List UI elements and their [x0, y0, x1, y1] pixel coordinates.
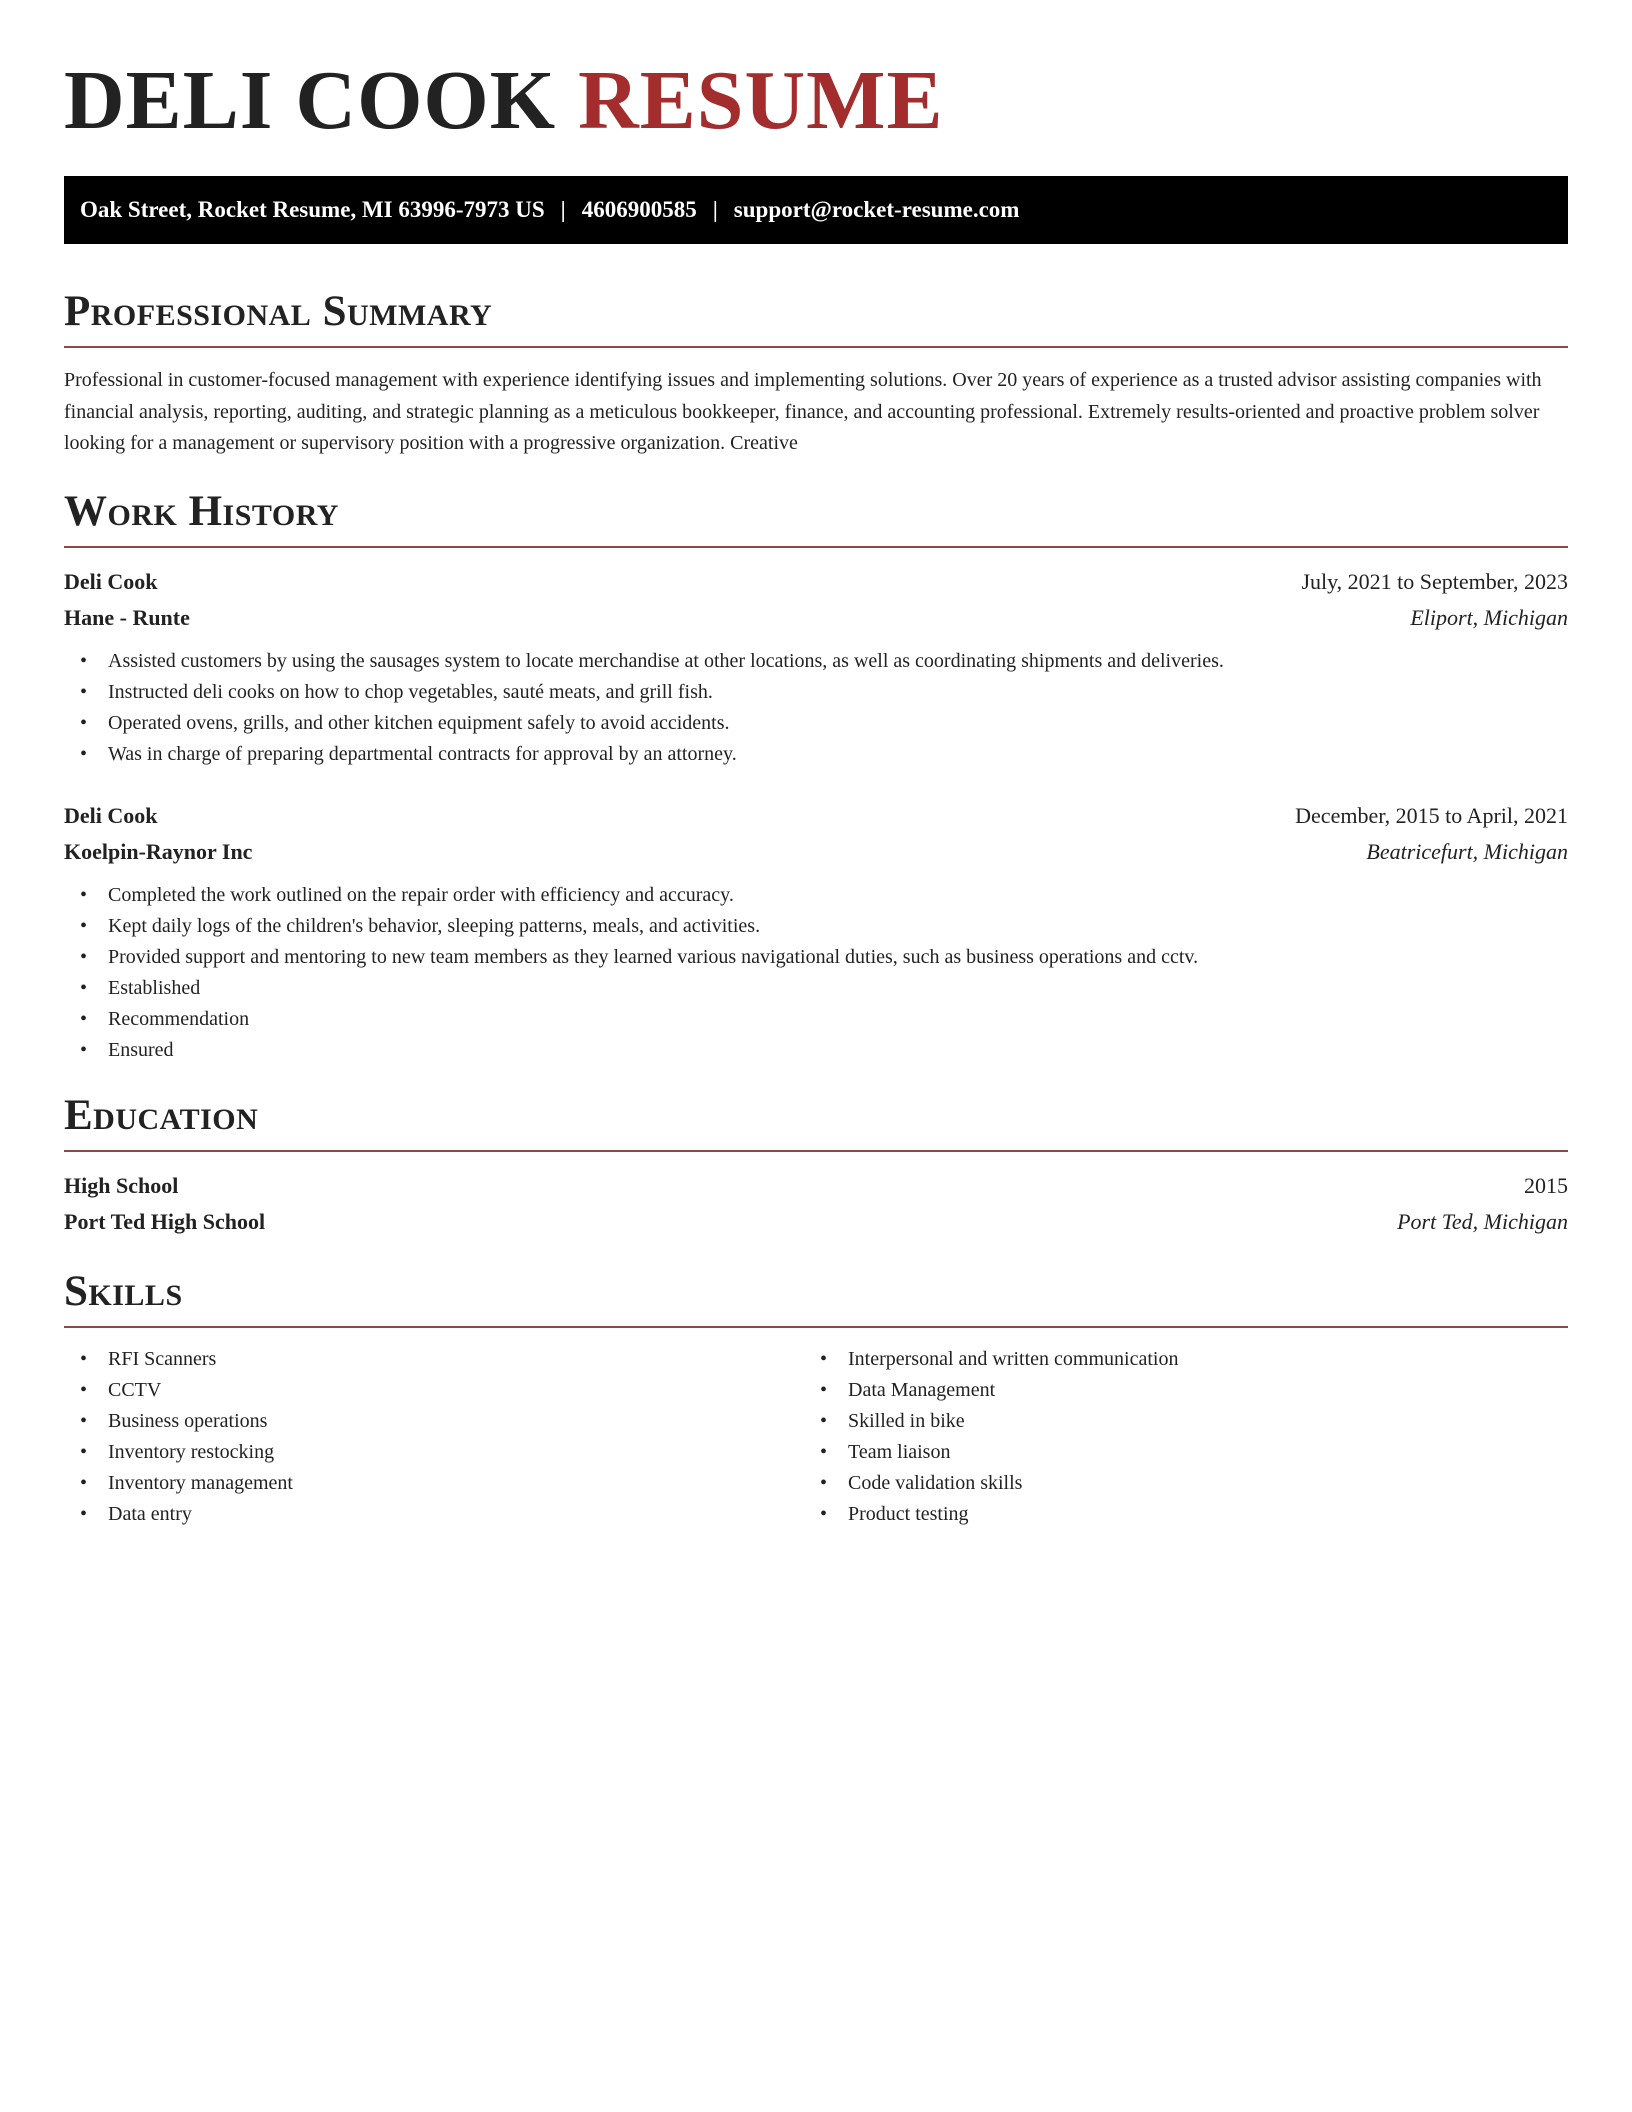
job-title-row	[64, 564, 1568, 600]
list-item: • Inventory restocking	[80, 1437, 804, 1468]
list-item: • Completed the work outlined on the repair order with efficiency and accuracy.	[80, 880, 1568, 911]
skills-list-right	[804, 1344, 1544, 1530]
list-item: • Data entry	[80, 1499, 804, 1530]
list-item: • Assisted customers by using the sausages system to locate merchandise at other locations, as well as coordinating shipments and deliveries.	[80, 646, 1568, 677]
job-dates: July, 2021 to September, 2023	[1301, 568, 1568, 594]
contact-separator: |	[560, 197, 566, 222]
summary-heading: Professional Summary	[64, 286, 1568, 348]
job-entry	[64, 798, 1568, 1066]
job-duties-list	[64, 880, 1568, 1066]
list-item: • Team liaison	[820, 1437, 1544, 1468]
education-school-row	[64, 1204, 1568, 1240]
list-item: • Business operations	[80, 1406, 804, 1437]
contact-separator: |	[712, 197, 718, 222]
job-company: Hane - Runte	[64, 604, 190, 630]
skills-heading: Skills	[64, 1266, 1568, 1328]
list-item: • Product testing	[820, 1499, 1544, 1530]
job-title: Deli Cook	[64, 568, 158, 594]
list-item: • Inventory management	[80, 1468, 804, 1499]
work-history-heading: Work History	[64, 486, 1568, 548]
skills-list-left	[64, 1344, 804, 1530]
education-heading: Education	[64, 1090, 1568, 1152]
list-item: • Interpersonal and written communication	[820, 1344, 1544, 1375]
job-dates: December, 2015 to April, 2021	[1295, 802, 1568, 828]
list-item: • Established	[80, 973, 1568, 1004]
list-item: • Recommendation	[80, 1004, 1568, 1035]
job-company-row	[64, 834, 1568, 870]
education-degree-row	[64, 1168, 1568, 1204]
job-title: Deli Cook	[64, 802, 158, 828]
resume-title	[64, 54, 1568, 147]
resume-title-accent: RESUME	[578, 54, 944, 147]
list-item: • Data Management	[820, 1375, 1544, 1406]
list-item: • RFI Scanners	[80, 1344, 804, 1375]
list-item: • Ensured	[80, 1035, 1568, 1066]
list-item: • Instructed deli cooks on how to chop vegetables, sauté meats, and grill fish.	[80, 677, 1568, 708]
list-item: • Provided support and mentoring to new team members as they learned various navigational duties, such as business operations and cctv.	[80, 942, 1568, 973]
contact-bar	[64, 176, 1568, 244]
contact-email[interactable]: support@rocket-resume.com	[733, 197, 1020, 222]
list-item: • Code validation skills	[820, 1468, 1544, 1499]
resume-page	[64, 0, 1568, 1530]
education-entry	[64, 1168, 1568, 1240]
education-location: Port Ted, Michigan	[1397, 1208, 1568, 1234]
job-entry	[64, 564, 1568, 770]
job-title-row	[64, 798, 1568, 834]
job-location: Beatricefurt, Michigan	[1366, 838, 1568, 864]
list-item: • Was in charge of preparing departmental contracts for approval by an attorney.	[80, 739, 1568, 770]
education-degree: High School	[64, 1172, 179, 1198]
education-year: 2015	[1524, 1172, 1568, 1198]
list-item: • CCTV	[80, 1375, 804, 1406]
education-school: Port Ted High School	[64, 1208, 266, 1234]
contact-address: Oak Street, Rocket Resume, MI 63996-7973 US	[80, 197, 545, 222]
resume-title-role: DELI COOK	[64, 54, 557, 147]
job-location: Eliport, Michigan	[1410, 604, 1568, 630]
job-duties-list	[64, 646, 1568, 770]
contact-phone: 4606900585	[581, 197, 697, 222]
list-item: • Kept daily logs of the children's behavior, sleeping patterns, meals, and activities.	[80, 911, 1568, 942]
skills-columns	[64, 1344, 1568, 1530]
summary-text: Professional in customer-focused management with experience identifying issues and implementing solutions. Over 20 years of experience as a trusted advisor assisting companies with financial analysis, reporting, auditing, and strategic planning as a meticulous bookkeeper, finance, and accounting professional. Extremely results-oriented and proactive problem solver looking for a management or supervisory position with a progressive organization. Creative	[64, 369, 1542, 454]
list-item: • Operated ovens, grills, and other kitchen equipment safely to avoid accidents.	[80, 708, 1568, 739]
job-company: Koelpin-Raynor Inc	[64, 838, 253, 864]
list-item: • Skilled in bike	[820, 1406, 1544, 1437]
job-company-row	[64, 600, 1568, 636]
